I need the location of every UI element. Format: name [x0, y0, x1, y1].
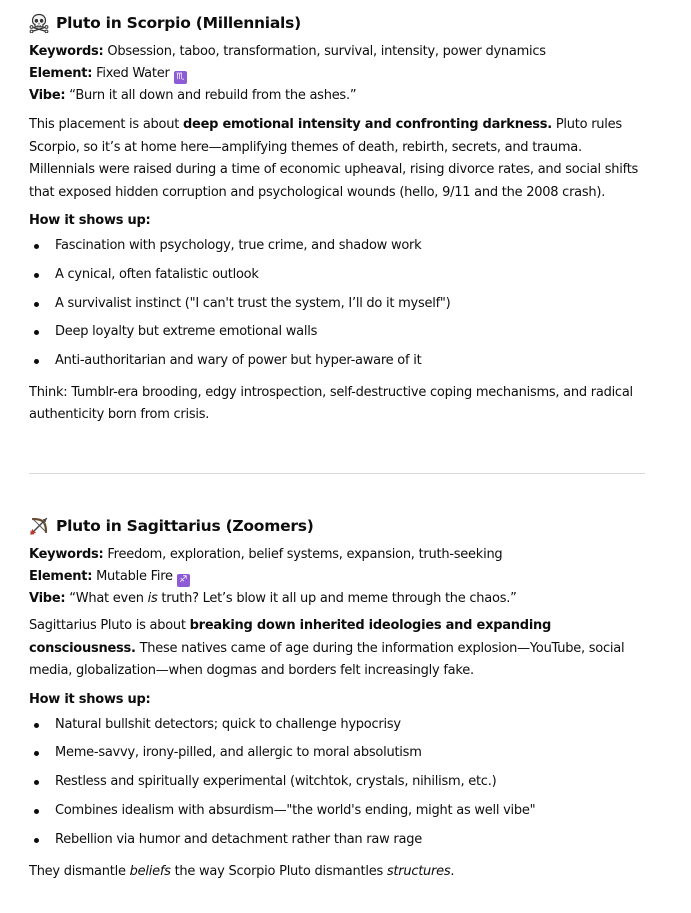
- vibe-label: Vibe:: [29, 591, 66, 606]
- list-item: Restless and spiritually experimental (witchtok, crystals, nihilism, etc.): [29, 768, 645, 797]
- section-divider: [29, 473, 645, 474]
- sagittarius-section: [29, 513, 645, 884]
- scorpio-title-text: Pluto in Scorpio (Millennials): [56, 14, 301, 32]
- sagittarius-intro-paragraph: [29, 615, 645, 683]
- vibe-italic: is: [147, 591, 158, 606]
- closing-text-end: .: [450, 864, 455, 880]
- closing-italic-beliefs: beliefs: [129, 864, 171, 880]
- keywords-value: Obsession, taboo, transformation, survival, intensity, power dynamics: [103, 44, 546, 59]
- closing-italic-structures: structures: [386, 864, 451, 880]
- sagittarius-closing-paragraph: [29, 861, 645, 884]
- list-item: A cynical, often fatalistic outlook: [29, 261, 645, 290]
- scorpio-intro-paragraph: [29, 114, 645, 204]
- sagittarius-keywords: [29, 544, 645, 566]
- scorpio-closing-paragraph: Think: Tumblr-era brooding, edgy introspection, self-destructive coping mechanisms, and radical authenticity born from crisis.: [29, 384, 633, 423]
- skull-crossbones-icon: [29, 13, 49, 33]
- sagittarius-vibe: [29, 588, 645, 610]
- bow-and-arrow-icon: [29, 516, 49, 536]
- list-item: Anti-authoritarian and wary of power but hyper-aware of it: [29, 347, 645, 376]
- sagittarius-element: [29, 566, 645, 588]
- scorpio-vibe: [29, 85, 645, 107]
- vibe-label: Vibe:: [29, 88, 66, 103]
- list-item: Meme-savvy, irony-pilled, and allergic to moral absolutism: [29, 739, 645, 768]
- intro-text-continued: Pluto rules Scorpio, so it’s at home here—amplifying themes of death, rebirth, secrets, and trauma. Millennials were raised during a time of economic upheaval, rising divorce rates, and social shifts that exposed hidden corruption and psychological wounds (hello, 9/11 and the 2008 crash).: [29, 117, 639, 200]
- closing-text-middle: the way Scorpio Pluto dismantles: [170, 864, 387, 880]
- sagittarius-shows-heading: How it shows up:: [29, 691, 151, 707]
- sagittarius-title: [29, 513, 645, 539]
- element-label: Element:: [29, 66, 93, 81]
- element-value: Mutable Fire: [92, 569, 173, 584]
- sagittarius-sign-icon: ♐: [177, 574, 190, 587]
- list-item: Fascination with psychology, true crime, and shadow work: [29, 232, 645, 261]
- scorpio-bullet-list: [29, 232, 645, 376]
- list-item: Deep loyalty but extreme emotional walls: [29, 318, 645, 347]
- element-label: Element:: [29, 569, 93, 584]
- keywords-value: Freedom, exploration, belief systems, expansion, truth-seeking: [103, 547, 503, 562]
- element-value: Fixed Water: [92, 66, 170, 81]
- scorpio-section: [29, 10, 645, 427]
- list-item: Combines idealism with absurdism—"the world's ending, might as well vibe": [29, 797, 645, 826]
- sagittarius-bullet-list: [29, 711, 645, 855]
- scorpio-title: [29, 10, 645, 36]
- scorpio-keywords: [29, 41, 645, 63]
- intro-text-continued: These natives came of age during the information explosion—YouTube, social media, globalization—when dogmas and borders felt increasingly fake.: [29, 640, 625, 678]
- keywords-label: Keywords:: [29, 547, 104, 562]
- intro-bold-text: breaking down inherited ideologies and expanding consciousness.: [29, 618, 552, 656]
- intro-bold-text: deep emotional intensity and confronting darkness.: [182, 117, 552, 132]
- intro-text: Sagittarius Pluto is about: [29, 618, 190, 633]
- vibe-value-continued: truth? Let’s blow it all up and meme through the chaos.”: [157, 591, 517, 606]
- intro-text: This placement is about: [29, 117, 183, 132]
- vibe-value: “Burn it all down and rebuild from the ashes.”: [65, 88, 357, 103]
- list-item: A survivalist instinct ("I can't trust the system, I’ll do it myself"): [29, 290, 645, 319]
- list-item: Rebellion via humor and detachment rather than raw rage: [29, 826, 645, 855]
- keywords-label: Keywords:: [29, 44, 104, 59]
- sagittarius-title-text: Pluto in Sagittarius (Zoomers): [56, 517, 314, 535]
- list-item: Natural bullshit detectors; quick to challenge hypocrisy: [29, 711, 645, 740]
- scorpio-sign-icon: ♏: [174, 71, 187, 84]
- scorpio-shows-heading: How it shows up:: [29, 213, 151, 228]
- scorpio-element: [29, 63, 645, 85]
- vibe-value: “What even: [65, 591, 148, 606]
- closing-text: They dismantle: [29, 864, 130, 880]
